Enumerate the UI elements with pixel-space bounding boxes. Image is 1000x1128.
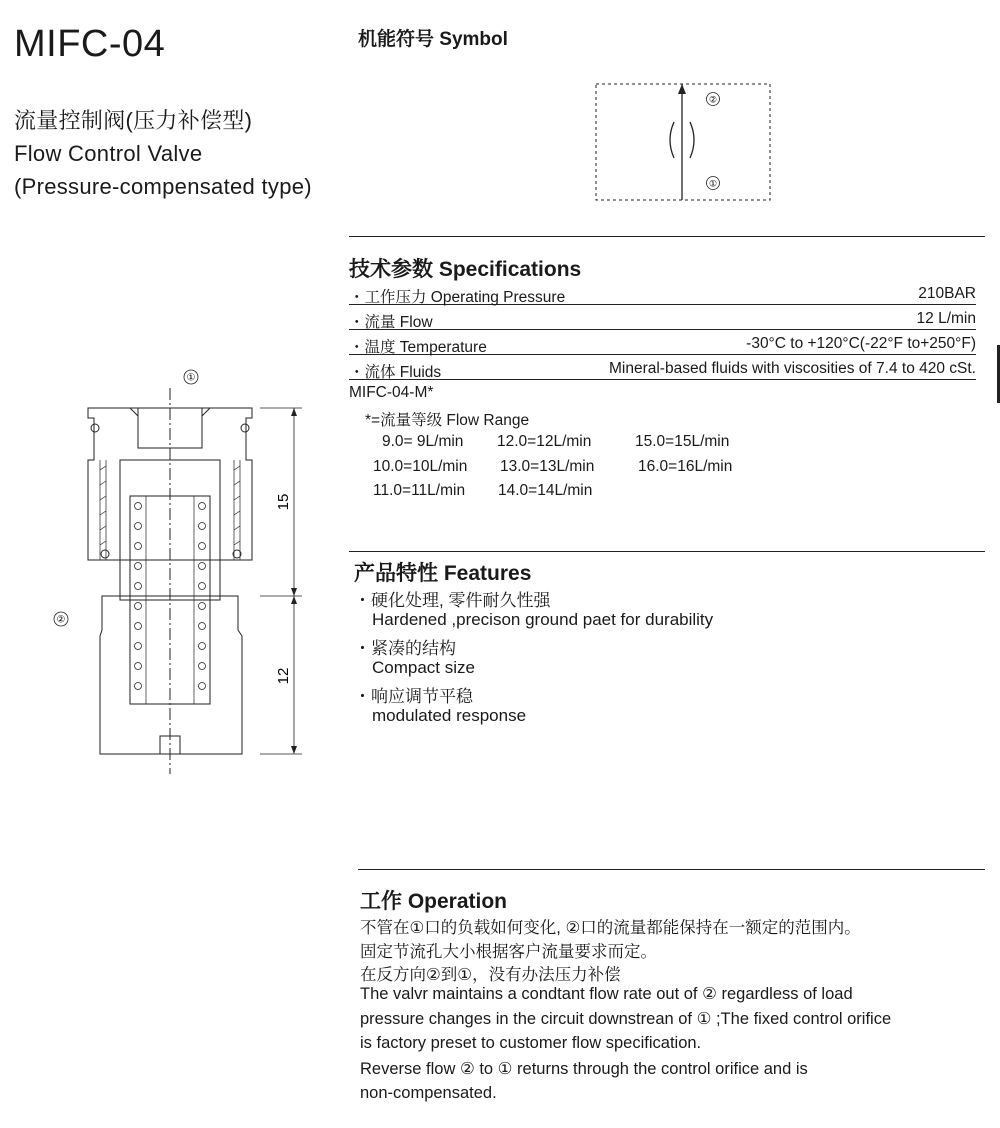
flow-range-option: 13.0=13L/min xyxy=(500,458,595,475)
feature-en: Compact size xyxy=(372,658,475,677)
specifications-heading: 技术参数 Specifications xyxy=(349,258,582,281)
operation-line: 在反方向②到①，没有办法压力补偿 xyxy=(360,966,621,984)
orifice-left-icon xyxy=(670,122,674,158)
flow-range-option: 16.0=16L/min xyxy=(638,458,733,475)
features-heading: 产品特性 Features xyxy=(354,562,532,585)
spec-label: ・流体 Fluids xyxy=(349,364,442,381)
section-divider xyxy=(349,236,985,237)
spec-row-flow xyxy=(349,308,976,330)
subtitle-cn: 流量控制阀(压力补偿型) xyxy=(14,108,253,133)
dimension-upper-label: 15 xyxy=(275,493,292,511)
o-ring xyxy=(91,424,99,432)
section-divider xyxy=(358,869,985,870)
subtitle-en-line2: (Pressure-compensated type) xyxy=(14,174,312,199)
feature-cn: ・响应调节平稳 xyxy=(354,687,473,706)
flow-range-option: 11.0=11L/min xyxy=(373,482,466,499)
product-subtitle xyxy=(14,104,312,203)
operation-heading: 工作 Operation xyxy=(360,890,508,913)
operation-line: The valvr maintains a condtant flow rate out of ② regardless of load xyxy=(360,985,853,1003)
subtitle-en-line1: Flow Control Valve xyxy=(14,141,203,166)
o-ring xyxy=(241,424,249,432)
spec-row-fluids xyxy=(349,358,976,380)
feature-en: modulated response xyxy=(372,706,527,725)
feature-cn: ・硬化处理, 零件耐久性强 xyxy=(354,591,551,610)
spec-value: Mineral-based fluids with viscosities of 7.4 to 420 cSt. xyxy=(608,360,976,377)
o-ring xyxy=(101,550,109,558)
model-code: MIFC-04-M* xyxy=(349,384,434,401)
flow-range-option: 15.0=15L/min xyxy=(635,433,730,450)
spec-value: 210BAR xyxy=(918,285,976,302)
operation-line: is factory preset to customer flow specification. xyxy=(360,1034,702,1052)
flow-range-option: 10.0=10L/min xyxy=(373,458,468,475)
arrow-head-icon xyxy=(678,84,686,94)
section-divider xyxy=(349,551,985,552)
page-title: MIFC-04 xyxy=(14,23,166,65)
symbol-heading: 机能符号 Symbol xyxy=(358,29,508,50)
drawing-port-top-label: ① xyxy=(186,372,196,384)
symbol-boundary xyxy=(596,84,770,200)
valve-body-lower xyxy=(100,596,242,754)
dimension-lower-label: 12 xyxy=(275,667,292,685)
feature-en: Hardened ,precison ground paet for durability xyxy=(372,610,714,629)
hydraulic-symbol xyxy=(590,80,780,205)
flow-range-title: *=流量等级 Flow Range xyxy=(365,412,530,429)
symbol-port-top-label: ② xyxy=(708,95,718,106)
operation-line: 固定节流孔大小根据客户流量要求而定。 xyxy=(360,943,657,961)
spec-label: ・流量 Flow xyxy=(349,314,433,331)
orifice-right-icon xyxy=(690,122,694,158)
flow-range-option: 14.0=14L/min xyxy=(498,482,593,499)
flow-range-option: 12.0=12L/min xyxy=(497,433,592,450)
symbol-port-bottom-label: ① xyxy=(708,179,718,190)
drawing-port-side-label: ② xyxy=(56,614,66,626)
spec-row-pressure xyxy=(349,283,976,305)
spec-label: ・工作压力 Operating Pressure xyxy=(349,289,566,306)
operation-line: non-compensated. xyxy=(360,1084,497,1102)
spec-label: ・温度 Temperature xyxy=(349,339,487,356)
spec-value: -30°C to +120°C(-22°F to+250°F) xyxy=(746,335,976,352)
spec-row-temperature xyxy=(349,333,976,355)
valve-cross-section-drawing xyxy=(50,360,340,790)
spec-value: 12 L/min xyxy=(916,310,976,327)
flow-range-option: 9.0= 9L/min xyxy=(382,433,464,450)
feature-cn: ・紧凑的结构 xyxy=(354,639,456,658)
operation-line: pressure changes in the circuit downstrean of ① ;The fixed control orifice xyxy=(360,1010,892,1028)
operation-line: Reverse flow ② to ① returns through the control orifice and is xyxy=(360,1060,808,1078)
operation-line: 不管在①口的负载如何变化, ②口的流量都能保持在一额定的范围内。 xyxy=(360,919,861,937)
